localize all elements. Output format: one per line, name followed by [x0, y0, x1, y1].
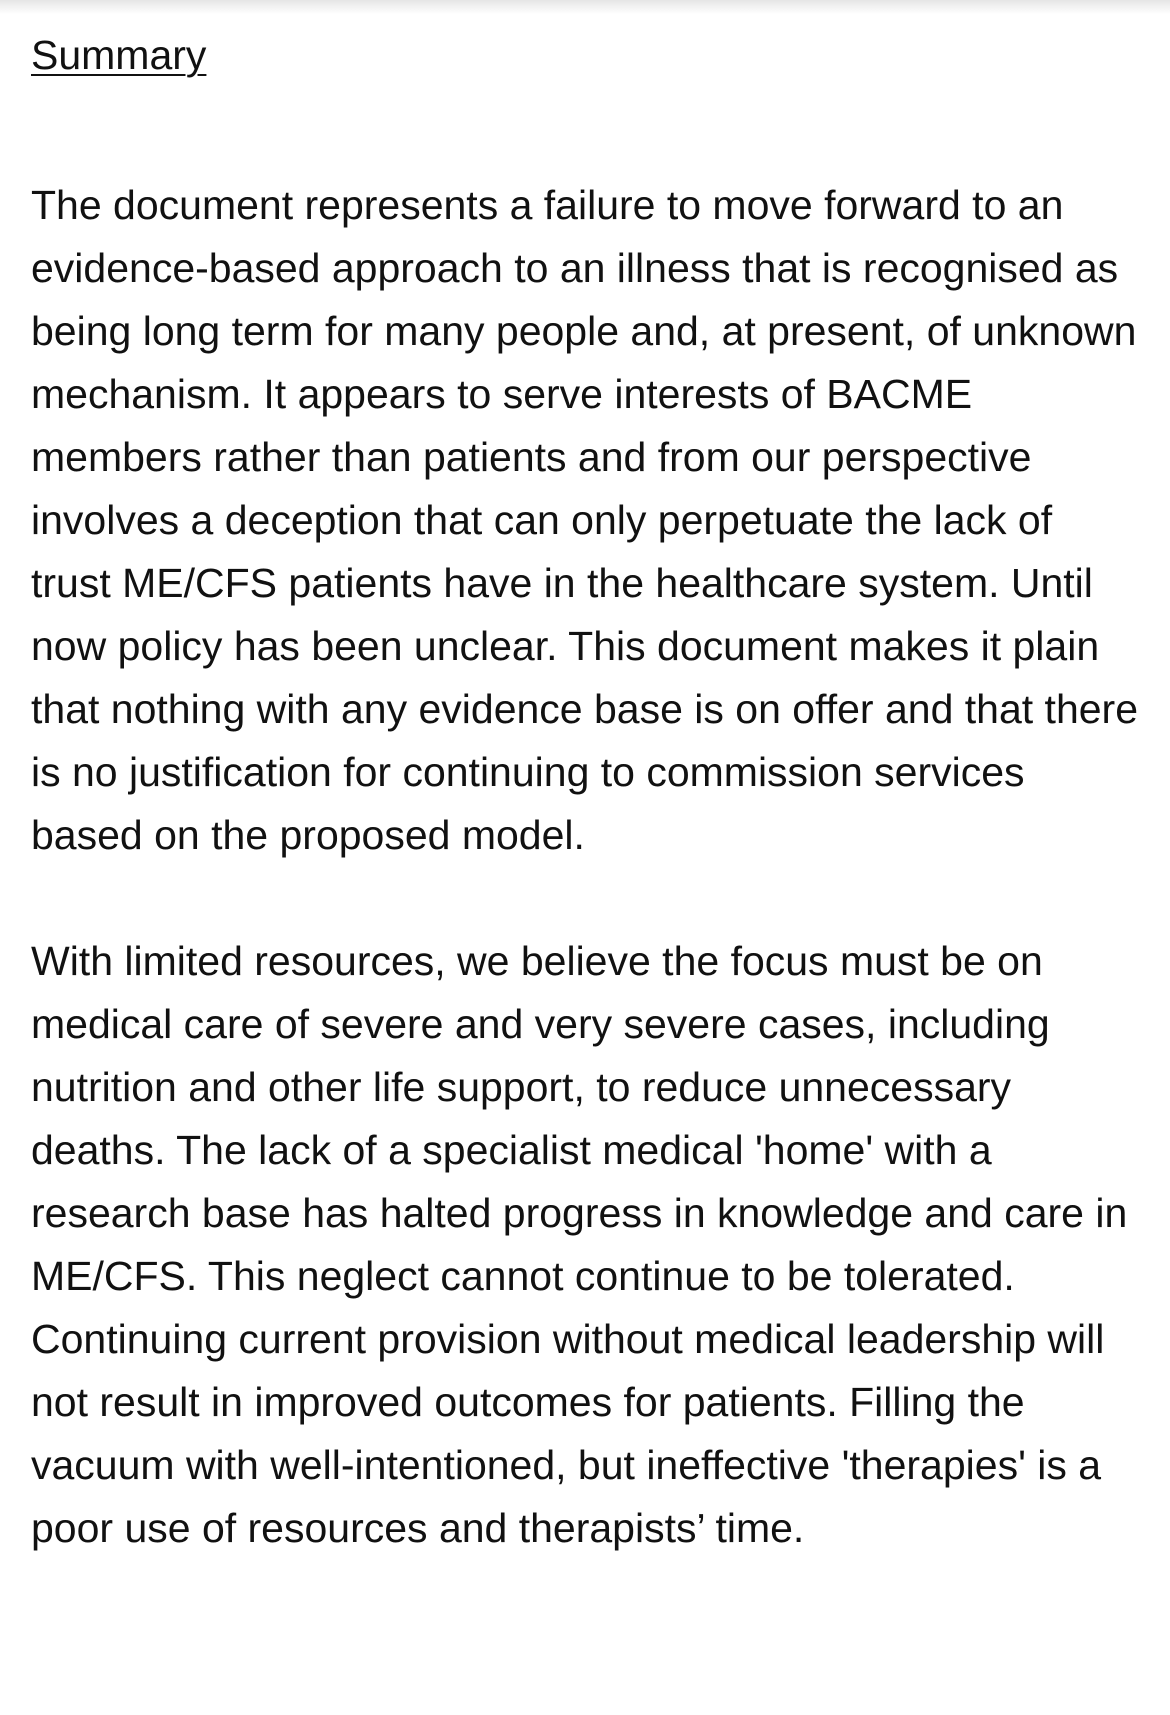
summary-paragraph-1: The document represents a failure to move forward to an evidence-based approach to an illness that is recognised as being long term for many people and, at present, of unknown mechanism. It appears to serve interests of BACME members rather than patients and from our perspective involves a deception that can only perpetuate the lack of trust ME/CFS patients have in the healthcare system. Until now policy has been unclear. This document makes it plain that nothing with any evidence base is on offer and that there is no justification for continuing to commission services based on the proposed model.: [31, 182, 1138, 858]
summary-heading: Summary: [31, 32, 207, 78]
summary-paragraph-2: With limited resources, we believe the focus must be on medical care of severe and very severe cases, including nutrition and other life support, to reduce unnecessary deaths. The lack of a specialist medical 'home' with a research base has halted progress in knowledge and care in ME/CFS. This neglect cannot continue to be tolerated. Continuing current provision without medical leadership will not result in improved outcomes for patients. Filling the vacuum with well-intentioned, but ineffective 'therapies' is a poor use of resources and therapists’ time.: [31, 938, 1128, 1551]
top-shadow: [0, 0, 1170, 14]
document-body: [31, 28, 1141, 1560]
